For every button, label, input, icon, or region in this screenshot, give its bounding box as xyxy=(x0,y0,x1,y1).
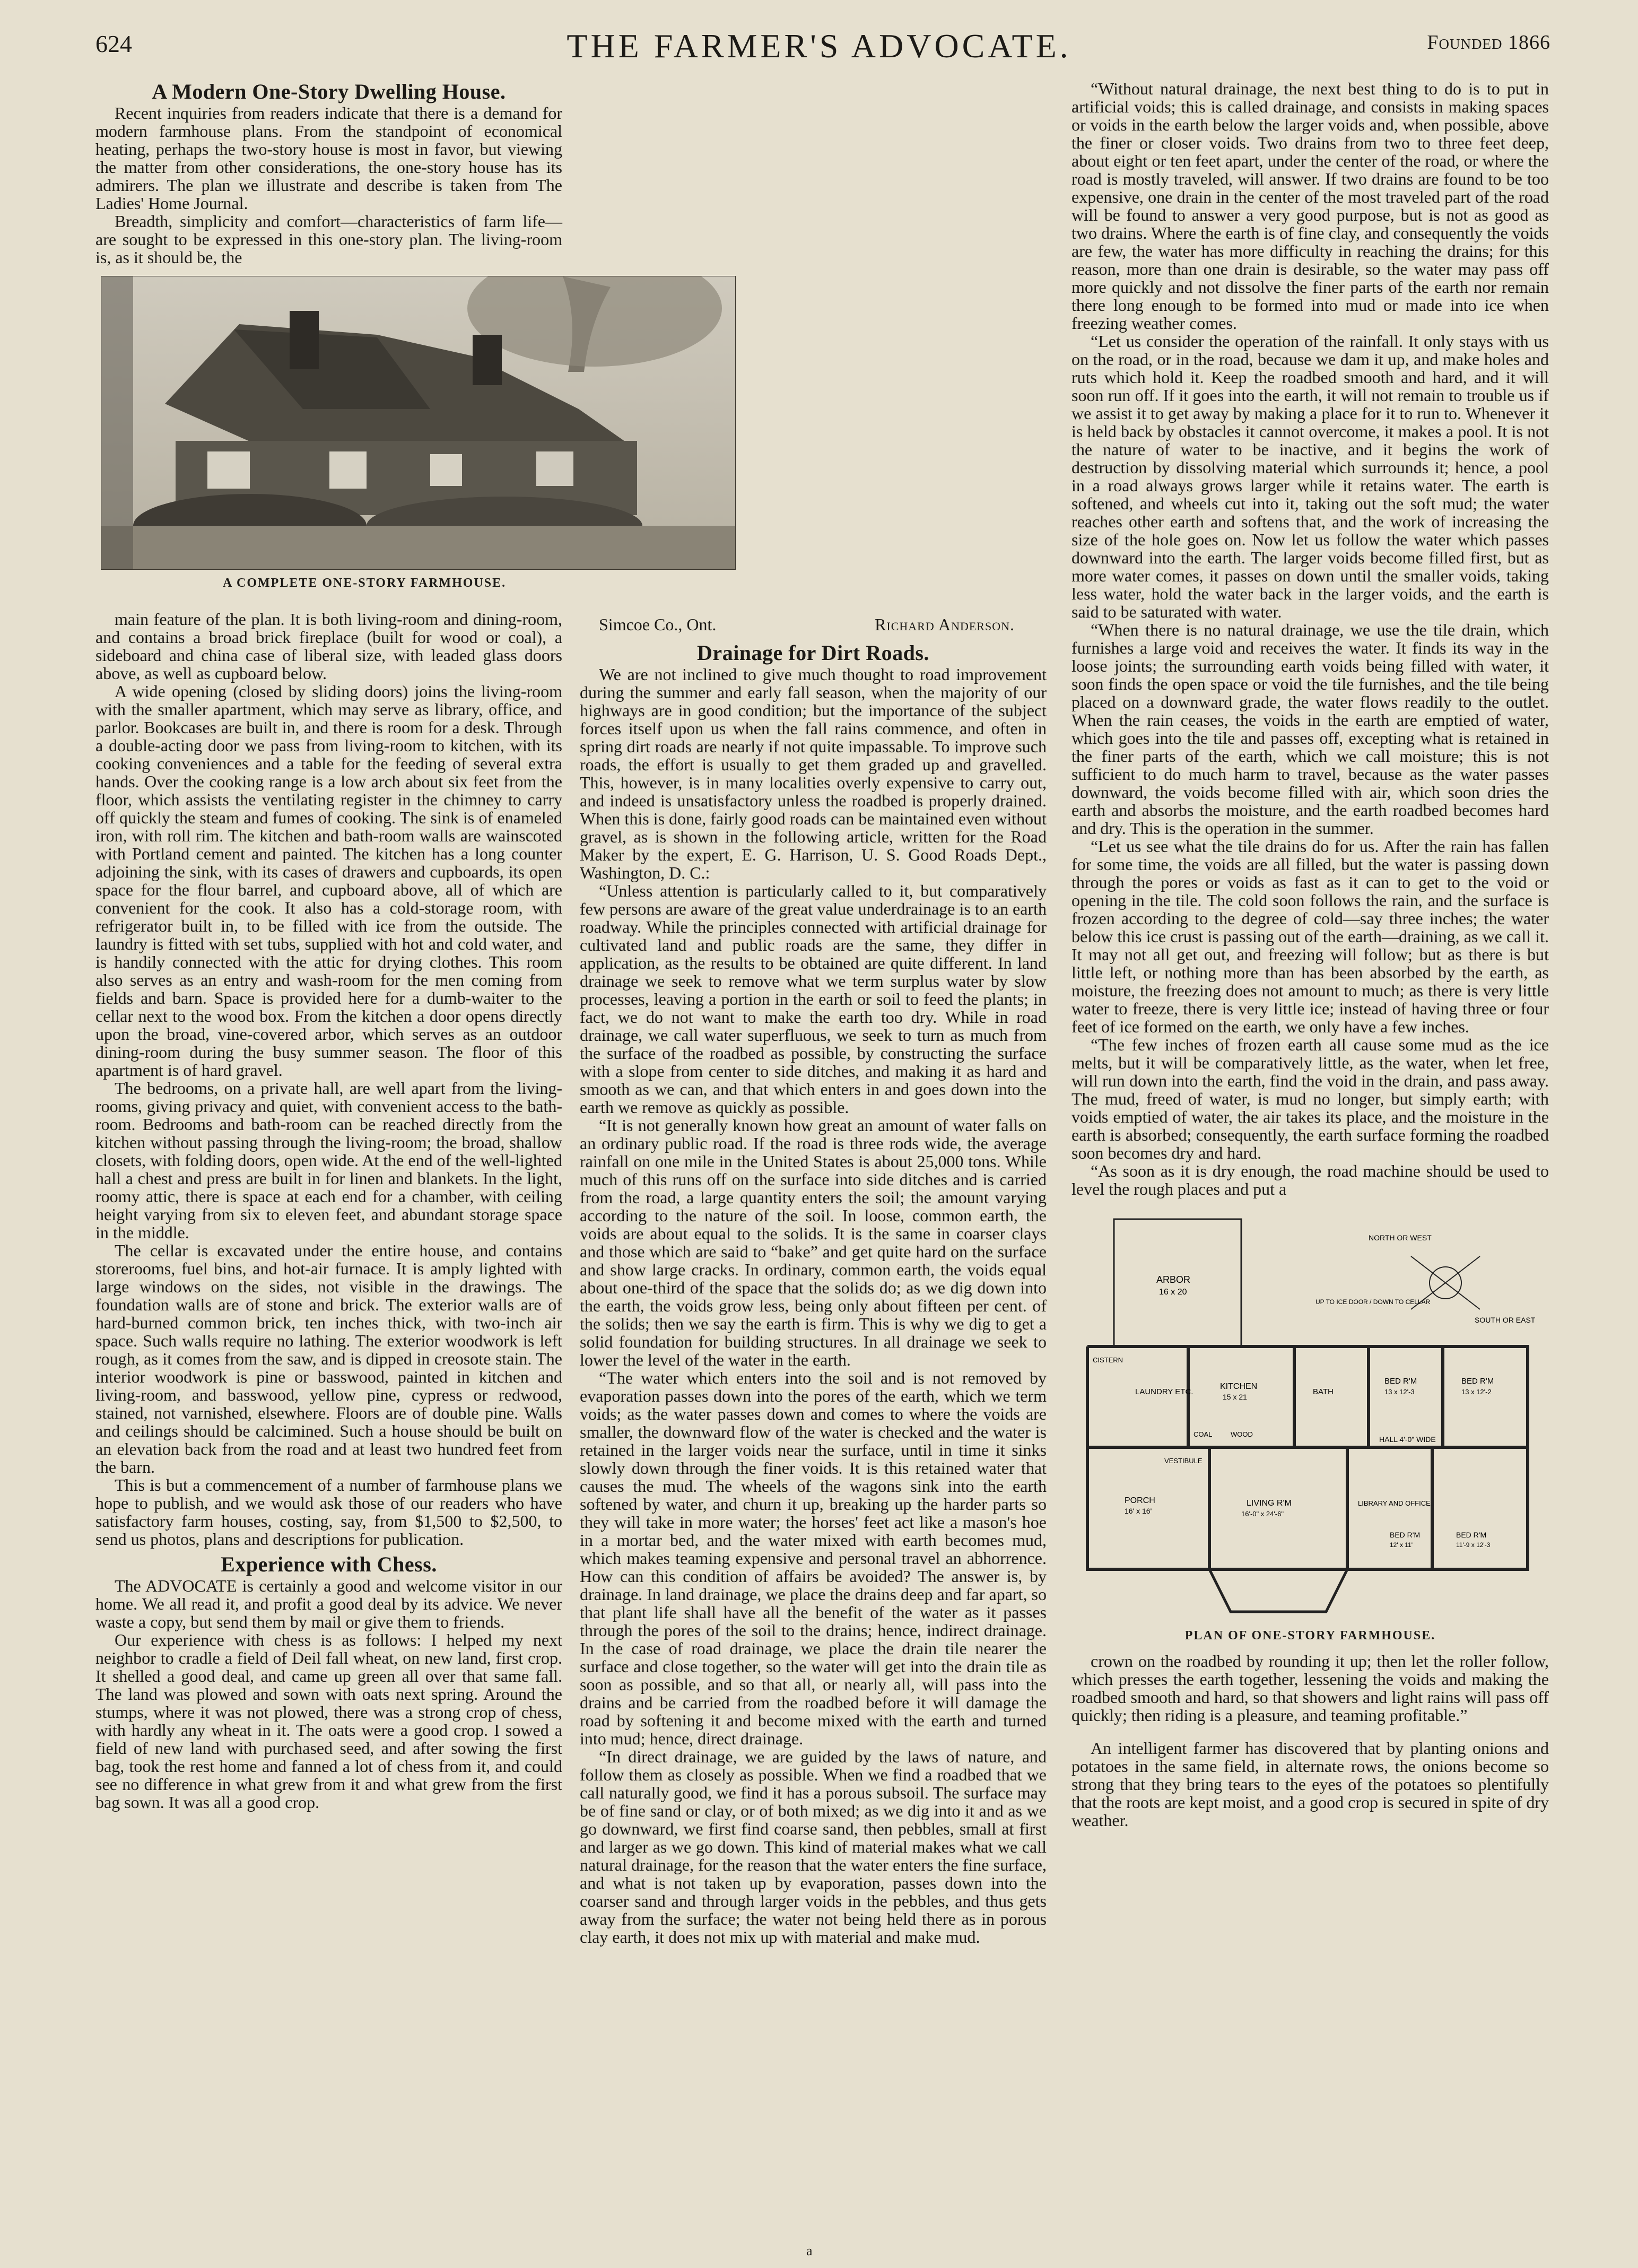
plan-label-kitchen: KITCHEN xyxy=(1220,1382,1258,1391)
plan-label-kitchen-size: 15 x 21 xyxy=(1223,1393,1247,1401)
plan-label-porch: PORCH xyxy=(1125,1496,1155,1505)
masthead-title: THE FARMER'S ADVOCATE. xyxy=(567,27,1071,65)
page-number: 624 xyxy=(95,30,132,57)
paragraph: “In direct drainage, we are guided by the laws of nature, and follow them as closely as possible. When we find a roadbed that we call naturally good, we find it has a porous subsoil. The surface may be of fine sand or clay, or of both mixed; as we dig into it and as we go downward, we first find coarse sand, then pebbles, small at first and larger as we go down. This kind of material makes what we call natural drainage, for the reason that the water enters the fine surface, and what is not taken up by evaporation, passes down into the coarser sand and through larger voids in the pebbles, and thus gets away from the surface; the water not being held there as in porous clay earth, it does not mix up with material and make mud. xyxy=(580,1747,1047,1947)
paragraph: “Let us consider the operation of the rainfall. It only stays with us on the road, or in the road, because we dam it up, and make holes and ruts which hold it. Keep the roadbed smooth and hard, and it will soon run off. If it goes into the earth, it will not remain to trouble us if we assist it to get away by making a place for it to run to. Whenever it is held back by obstacles it cannot overcome, it makes a pool. It is not the nature of water to be inactive, and it begins the work of destruction by dissolving material which surrounds it; hence, a pool in a road always grows larger while it retains water. The earth is softened, and wheels cut into it, taking out the soft mud; the water reaches other earth and softens that, and the work of increasing the size of the hole goes on. Now let us follow the water which passes downward into the earth. The larger voids become filled first, but as more water comes, it passes on down until the smaller voids, taking less water, hold the water back in the larger voids, and the earth is said to be saturated with water. xyxy=(1071,332,1549,621)
plan-caption: PLAN OF ONE-STORY FARMHOUSE. xyxy=(1184,1629,1436,1643)
plan-label-library: LIBRARY AND OFFICE xyxy=(1358,1499,1431,1507)
paragraph: “The water which enters into the soil and is not removed by evaporation passes down into the pores of the earth, which we term voids; as the water passes down and comes to where the voids are smaller, the downward flow of the water is checked and the water is retained in the larger voids near the surface, until in time it sinks slowly down through the finer voids. It is this retained water that causes the mud. The wheels of the wagons sink into the earth softened by water, and churn it up, breaking up the harder parts so they will take in more water; the horses' feet act like a mason's hoe in a mortar bed, and the water mixed with earth becomes mud, which makes teaming expensive and personal travel an abhorrence. How can this condition of affairs be avoided? The answer is, by drainage. In land drainage, we place the drains deep and far apart, so that plant life shall have all the benefit of the water as it passes through the pores of the soil to the drains; hence, indirect drainage. In the case of road drainage, we place the drain tile nearer the surface and close together, so the water will get into the drain tile as soon as possible, and so that all, or nearly all, will pass into the drains and be carried from the roadbed before it will damage the road by softening it and become mixed with the earth and turned into mud; hence, direct drainage. xyxy=(580,1368,1047,1748)
paragraph: crown on the roadbed by rounding it up; then let the roller follow, which presses the earth together, lessening the voids and making the roadbed smooth and hard, so that showers and light rains will pass off quickly; then riding is a pleasure, and teaming profitable.” xyxy=(1071,1652,1549,1725)
article-title-dwelling: A Modern One-Story Dwelling House. xyxy=(152,80,506,103)
paragraph: A wide opening (closed by sliding doors) joins the living-room with the smaller apartment, which may serve as library, office, and parlor. Bookcases are built in, and there is room for a desk. Through a double-acting door we pass from living-room to kitchen, with its cooking conveniences and a table for the feeding of several extra hands. Over the cooking range is a low arch about six feet from the floor, which assists the ventilating register in the chimney to carry off quickly the steam and fumes of cooking. The sink is of enameled iron, with roll rim. The kitchen and bath-room walls are wainscoted with Portland cement and painted. The kitchen has a long counter adjoining the sink, with its cases of drawers and cupboards, its open space for the flour barrel, and cupboard above, all of which are convenient for the cook. It also has a cold-storage room, with refrigerator built in, to be filled with ice from the outside. The laundry is fitted with set tubs, supplied with hot and cold water, and is handily connected with the attic for drying clothes. This room also serves as an entry and wash-room for the men coming from fields and barn. Space is provided here for a dumb-waiter to the cellar next to the wood box. From the kitchen a door opens directly upon the broad, vine-covered arbor, which serves as an outdoor dining-room during the busy summer season. The floor of this apartment is of hard gravel. xyxy=(95,682,562,1080)
paragraph: The cellar is excavated under the entire house, and contains storerooms, fuel bins, and hot-air furnace. It is amply lighted with large windows on the sides, not visible in the drawings. The foundation walls are of stone and brick. The exterior walls are of hard-burned common brick, ten inches thick, with two-inch air space. Such walls require no lathing. The exterior woodwork is left rough, as it comes from the saw, and is dipped in creosote stain. The interior woodwork is pine or basswood, painted in kitchen and living-room, and basswood, yellow pine, cypress or redwood, stained, not varnished, elsewhere. Floors are of double pine. Walls and ceilings should be calcimined. Such a house should be built on an elevation back from the road and at least two hundred feet from the barn. xyxy=(95,1241,562,1476)
chess-signature xyxy=(580,615,1047,633)
article-title-drainage: Drainage for Dirt Roads. xyxy=(697,641,929,665)
paragraph: Breadth, simplicity and comfort—characteristics of farm life—are sought to be expressed in this one-story plan. The living-room is, as it should be, the xyxy=(95,212,562,267)
paragraph: Our experience with chess is as follows: I helped my next neighbor to cradle a field of Deil fall wheat, on new land, first crop. It shelled a good deal, and came up green all over that same fall. The land was plowed and sown with oats next spring. Around the stumps, where it was not plowed, there was a strong crop of chess, with hardly any wheat in it. The oats were a good crop. I sowed a field of new land with purchased seed, and after sowing the first bag, took the rest home and fanned a lot of chess from it, and could see no difference in what grew from it and what grew from the first bag sown. It was all a good crop. xyxy=(95,1630,562,1812)
plan-label-vestibule: VESTIBULE xyxy=(1164,1457,1203,1465)
photo-caption: A COMPLETE ONE-STORY FARMHOUSE. xyxy=(223,576,507,590)
column-3 xyxy=(1071,80,1549,1829)
paragraph: “The few inches of frozen earth all cause some mud as the ice melts, but it will be comparatively little, as the water, when let free, will run down into the earth, find the void in the drain, and pass away. The mud, freed of water, is mud no longer, but simply earth; with voids emptied of water, the air takes its place, and the moisture in the earth is absorbed; consequently, the earth surface forming the roadbed soon becomes dry and hard. xyxy=(1071,1035,1549,1162)
plan-label-wood: WOOD xyxy=(1231,1430,1253,1438)
plan-label-stairs: UP TO ICE DOOR / DOWN TO CELLAR xyxy=(1315,1298,1431,1306)
signature-name: Richard Anderson. xyxy=(875,615,1015,634)
gap xyxy=(1071,1724,1549,1739)
plan-label-bed3-size: 12' x 11' xyxy=(1390,1541,1413,1549)
plan-label-living: LIVING R'M xyxy=(1247,1499,1292,1508)
plan-label-bed2-size: 13 x 12'-2 xyxy=(1461,1388,1492,1396)
floor-plan xyxy=(1071,1209,1549,1622)
plan-label-arbor: ARBOR xyxy=(1156,1274,1191,1285)
paragraph: “Unless attention is particularly called to it, but comparatively few persons are aware of the great value underdrainage is to an earth roadway. While the principles connected with artificial drainage for cultivated land and public roads are the same, they differ in application, as the results to be obtained are quite different. In land drainage we seek to remove what we term surplus water by slow processes, leaving a portion in the earth or soil to feed the plants; in fact, we do not want to make the earth too dry. While in road drainage, we call water superfluous, we seek to turn as much from the surface of the roadbed as possible, by constructing the surface with a slope from center to side ditches, and making it as hard and smooth as we can, and that which enters in and goes down into the earth we remove as quickly as possible. xyxy=(580,881,1047,1117)
paragraph: An intelligent farmer has discovered that by planting onions and potatoes in the same field, in alternate rows, the onions become so strong that they bring tears to the eyes of the potatoes so plentifully that the roots are kept moist, and a good crop is secured in spite of dry weather. xyxy=(1071,1739,1549,1830)
plan-label-laundry: LAUNDRY ETC. xyxy=(1135,1387,1193,1396)
column-1 xyxy=(95,80,562,1811)
paragraph: The bedrooms, on a private hall, are well apart from the living-rooms, giving privacy and quiet, with convenient access to the bath-room. Bedrooms and bath-room can be reached directly from the kitchen without passing through the living-room; the broad, shallow closets, with folding doors, open wide. At the end of the well-lighted hall a chest and press are built in for linen and blankets. In the light, roomy attic, there is space at each end for a chamber, with ceiling height varying from six to eleven feet, and abundant storage space in the middle. xyxy=(95,1079,562,1242)
plan-label-bed1-size: 13 x 12'-3 xyxy=(1384,1388,1415,1396)
plan-label-bed2: BED R'M xyxy=(1461,1377,1494,1386)
paragraph: “As soon as it is dry enough, the road machine should be used to level the rough places and put a xyxy=(1071,1161,1549,1198)
plan-label-arbor-size: 16 x 20 xyxy=(1159,1288,1187,1297)
paragraph: The ADVOCATE is certainly a good and welcome visitor in our home. We all read it, and profit a good deal by its advice. We never waste a copy, but send them by mail or give them to friends. xyxy=(95,1576,562,1631)
plan-label-living-size: 16'-0" x 24'-6" xyxy=(1241,1510,1284,1518)
plan-label-bed4-size: 11'-9 x 12'-3 xyxy=(1456,1541,1491,1549)
photo-block xyxy=(95,276,562,590)
paragraph: We are not inclined to give much thought to road improvement during the summer and early fall season, when the majority of our highways are in good condition; but the importance of the subject forces itself upon us when the fall rains commence, and often in spring dirt roads are nearly if not quite impassable. To improve such roads, the effort is usually to get them graded up and gravelled. This, however, is in many localities overly expensive to carry out, and indeed is unsatisfactory unless the roadbed is properly drained. When this is done, fairly good roads can be maintained even without gravel, as is shown in the following article, written for the Road Maker by the expert, E. G. Harrison, U. S. Good Roads Dept., Washington, D. C.: xyxy=(580,665,1047,882)
plan-label-bath: BATH xyxy=(1313,1387,1334,1396)
paragraph: “Without natural drainage, the next best thing to do is to put in artificial voids; this is called drainage, and consists in making spaces or voids in the earth below the larger voids and, when possible, above the finer or closer voids. Two drains from two to three feet deep, about eight or ten feet apart, under the center of the road, or where the road is mostly traveled, will answer. If two drains are found to be too expensive, one drain in the center of the most traveled part of the road will be found to answer a very good purpose, but is not as good as two drains. Where the earth is of fine clay, and consequently the voids are few, the water has more difficulty in reaching the drains; for this reason, more than one drain is desirable, so the water may pass off more quickly and not dissolve the finer parts of the earth nor remain there long enough to be formed into mud or made into ice when freezing weather comes. xyxy=(1071,79,1549,333)
plan-label-cistern: CISTERN xyxy=(1093,1356,1123,1364)
paragraph: main feature of the plan. It is both living-room and dining-room, and contains a broad brick fireplace (built for wood or coal), a sideboard and china case of liberal size, with leaded glass doors above, as well as cupboard below. xyxy=(95,610,562,683)
plan-label-bed4: BED R'M xyxy=(1456,1531,1487,1539)
plan-label-coal: COAL xyxy=(1193,1430,1213,1438)
plan-label-hall: HALL 4'-0" WIDE xyxy=(1379,1435,1436,1444)
plan-label-north: NORTH OR WEST xyxy=(1369,1233,1432,1242)
paragraph: “It is not generally known how great an amount of water falls on an ordinary public road. If the road is three rods wide, the average rainfall on one mile in the United States is about 25,000 tons. While much of this runs off on the surface into side ditches and is carried from the road, a large quantity enters the soil; the amount varying according to the nature of the soil. In loose, common earth, the voids are about equal to the solids. It is the same in coarser clays and those which are said to “bake” and get quite hard on the surface and show large cracks. In ordinary, common earth, the voids equal about one-third of the space that the solids do; as we dig down into the earth, the voids grow less, being only about fifteen per cent. of the solids; then we say the earth is firm. This is why we dig to get a solid foundation for building structures. In all drainage we seek to lower the level of the water in the earth. xyxy=(580,1116,1047,1369)
paragraph: This is but a commencement of a number of farmhouse plans we hope to publish, and we would ask those of our readers who have satisfactory farm houses, costing, say, from $1,500 to $2,500, to send us photos, plans and descriptions for publication. xyxy=(95,1475,562,1549)
paragraph: “Let us see what the tile drains do for us. After the rain has fallen for some time, the voids are all filled, but the water is passing down through the pores or voids as fast as it can to get to the void or opening in the tile. The cold soon follows the rain, and the surface is frozen according to the degree of cold—say three inches; the water below this ice crust is passing out of the earth—draining, as we call it. It may not all get out, and freezing will follow; but as there is but little left, or nothing more than has been absorbed by the earth, as moisture, the freezing does not amount to much; as there is very little water to freeze, there is very little ice; instead of having three or four feet of ice formed on the earth, we only have a few inches. xyxy=(1071,837,1549,1036)
paragraph: Recent inquiries from readers indicate that there is a demand for modern farmhouse plans. From the standpoint of economical heating, perhaps the two-story house is most in favor, but viewing the matter from other considerations, the one-story house has its admirers. The plan we illustrate and describe is taken from The Ladies' Home Journal. xyxy=(95,103,562,213)
signature-mark: a xyxy=(806,2243,813,2258)
plan-label-south: SOUTH OR EAST xyxy=(1475,1316,1536,1324)
column-2 xyxy=(580,80,1047,1946)
paragraph: “When there is no natural drainage, we use the tile drain, which furnishes a large void and receives the water. It finds its way in the loose joints; the surrounding earth voids being filled with water, it soon finds the open space or void the tile furnishes, and the tile being placed on a downward grade, the water flows readily to the outlet. When the rain ceases, the voids in the earth are emptied of water, which goes into the tile and passes off, excepting what is retained in the finer parts of the earth, which we call moisture; this is not sufficient to do much harm to travel, because as the water passes downward, the voids become filled with air, which soon dries the earth and absorbs the moisture, and the earth roadbed becomes hard and dry. This is the operation in the summer. xyxy=(1071,620,1549,838)
plan-label-porch-size: 16' x 16' xyxy=(1125,1507,1152,1515)
article-title-chess: Experience with Chess. xyxy=(221,1552,437,1576)
signature-place: Simcoe Co., Ont. xyxy=(599,615,717,634)
plan-label-bed3: BED R'M xyxy=(1390,1531,1421,1539)
plan-label-bed1: BED R'M xyxy=(1384,1377,1417,1386)
founded-note: Founded 1866 xyxy=(1427,31,1550,54)
